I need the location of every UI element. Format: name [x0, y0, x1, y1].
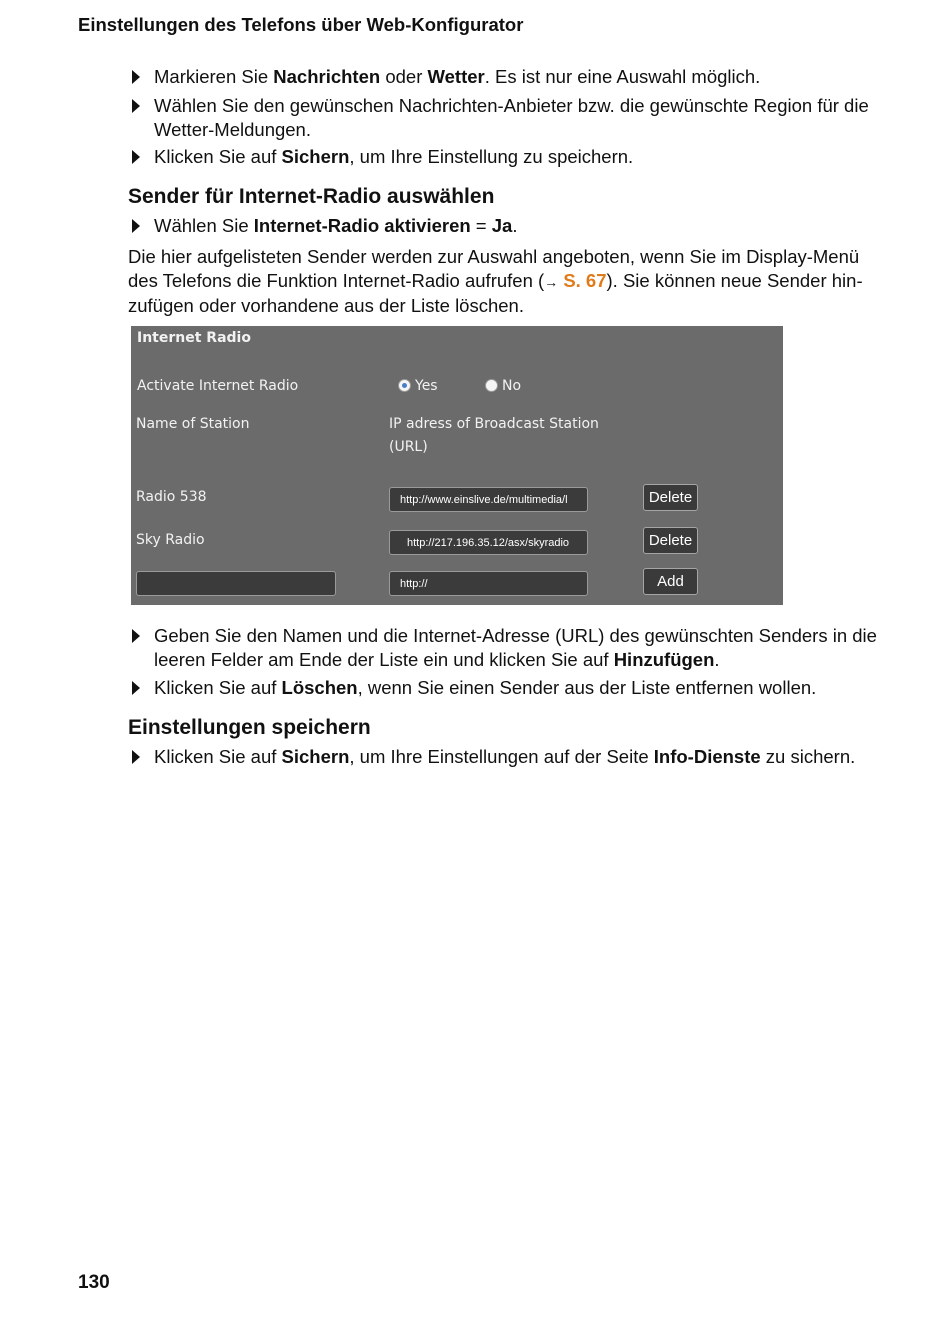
step-text: Klicken Sie auf Sichern, um Ihre Einstellung zu speichern.	[154, 146, 634, 167]
running-header: Einstellungen des Telefons über Web-Konfigurator	[78, 14, 524, 35]
column-header-url: IP adress of Broadcast Station	[389, 416, 599, 432]
step-text: Markieren Sie Nachrichten oder Wetter. Es ist nur eine Auswahl möglich.	[154, 66, 761, 87]
station-name: Radio 538	[136, 489, 207, 505]
delete-button[interactable]: Delete	[643, 484, 698, 511]
bullet-arrow-icon	[132, 629, 140, 643]
step-text: Wählen Sie den gewünschen Nachrichten-Anbieter bzw. die gewünschte Region für die Wetter-Meldungen.	[154, 95, 869, 140]
panel-title: Internet Radio	[137, 330, 251, 346]
arrow-right-icon: →	[544, 274, 559, 290]
bullet-arrow-icon	[132, 70, 140, 84]
body-paragraph: Die hier aufgelisteten Sender werden zur Auswahl angeboten, wenn Sie im Display-Menü des Telefons die Funktion Internet-Radio aufrufen (→ S. 67). Sie können neue Sender hin-zufügen oder vorhandene aus der Liste löschen.	[128, 246, 863, 316]
activate-internet-radio-label: Activate Internet Radio	[137, 378, 299, 394]
column-header-station-name: Name of Station	[136, 416, 250, 432]
section-heading: Sender für Internet-Radio auswählen	[128, 185, 495, 208]
bullet-arrow-icon	[132, 681, 140, 695]
station-url-field[interactable]: http://www.einslive.de/multimedia/l	[389, 487, 588, 512]
page-reference-link[interactable]: S. 67	[563, 270, 607, 291]
station-name: Sky Radio	[136, 532, 205, 548]
station-url-field[interactable]: http://217.196.35.12/asx/skyradio	[389, 530, 588, 555]
no-label: No	[502, 378, 522, 394]
bullet-arrow-icon	[132, 750, 140, 764]
new-station-name-field[interactable]	[136, 571, 336, 596]
delete-button[interactable]: Delete	[643, 527, 698, 554]
bullet-arrow-icon	[132, 150, 140, 164]
step-text: Geben Sie den Namen und die Internet-Adresse (URL) des gewünschten Senders in die leeren Felder am Ende der Liste ein und klicken Sie auf Hinzufügen.	[154, 625, 877, 670]
bullet-arrow-icon	[132, 99, 140, 113]
section-heading: Einstellungen speichern	[128, 716, 371, 739]
step-text: Wählen Sie Internet-Radio aktivieren = Ja.	[154, 215, 518, 236]
bullet-arrow-icon	[132, 219, 140, 233]
step-text: Klicken Sie auf Sichern, um Ihre Einstellungen auf der Seite Info-Dienste zu sichern.	[154, 746, 856, 767]
yes-label: Yes	[415, 378, 438, 394]
add-button[interactable]: Add	[643, 568, 698, 595]
column-header-url-suffix: (URL)	[389, 439, 428, 455]
yes-radio[interactable]	[398, 379, 411, 392]
new-station-url-field[interactable]: http://	[389, 571, 588, 596]
no-radio[interactable]	[485, 379, 498, 392]
step-text: Klicken Sie auf Löschen, wenn Sie einen Sender aus der Liste entfernen wollen.	[154, 677, 817, 698]
internet-radio-screenshot	[131, 326, 783, 605]
page-number: 130	[78, 1272, 110, 1293]
